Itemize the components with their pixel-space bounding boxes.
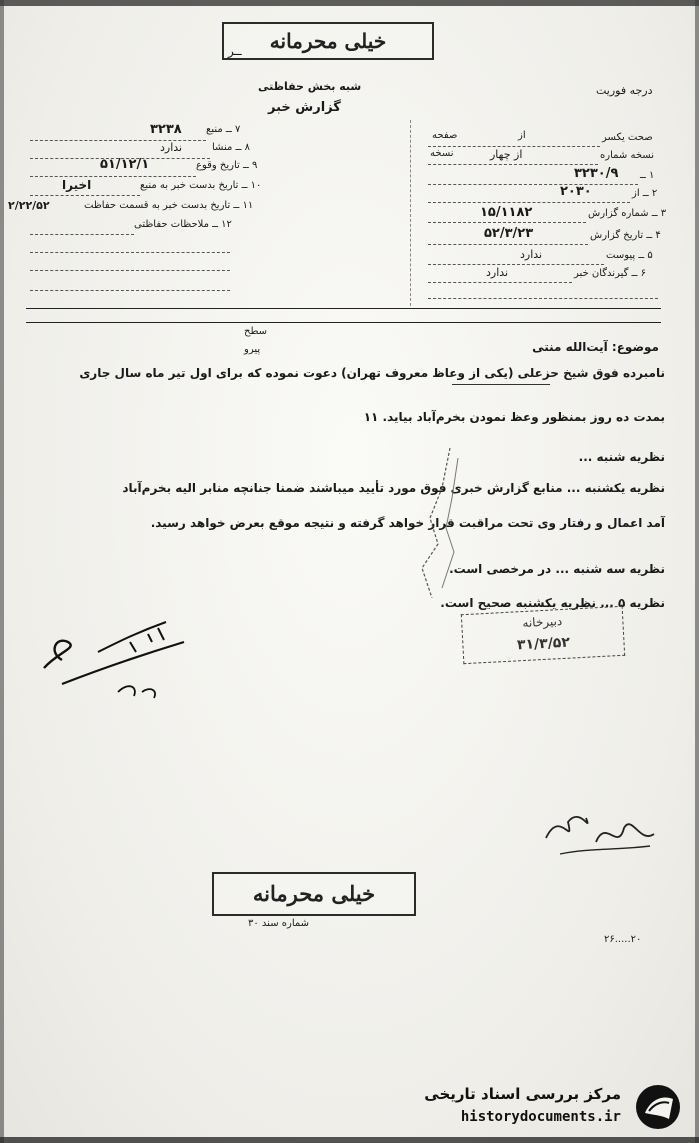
field-label: ۴ ــ تاریخ گزارش: [590, 230, 661, 241]
field-label: صحت یکسر: [602, 132, 653, 143]
field-label: ۱۱ ــ تاریخ بدست خبر به قسمت حفاظت: [84, 200, 254, 211]
top-right-mark: ــر: [228, 44, 242, 58]
blank-line: [30, 290, 230, 291]
registry-stamp-line: دبیرخانه: [522, 613, 563, 631]
scan-edge-top: [0, 0, 699, 6]
scan-edge-bottom: [0, 1137, 699, 1143]
field-line: [428, 244, 588, 245]
side-label-ref: پیرو: [244, 344, 261, 355]
field-value: ندارد: [486, 266, 509, 279]
field-value: ۳۲۳۰/۹: [574, 166, 619, 181]
field-label: ۶ ــ گیرندگان خبر: [574, 268, 646, 279]
field-label: ۹ ــ تاریخ وقوع: [196, 160, 258, 171]
body-line: آمد اعمال و رفتار وی تحت مراقبت قرار خواهد گرفته و نتیجه موقع بعرض خواهد رسید.: [150, 516, 665, 530]
watermark-name: مرکز بررسی اسناد تاریخی: [424, 1085, 621, 1103]
field-line: [428, 146, 600, 147]
body-line: نامبرده فوق شیخ حزعلی (یکی از وعاظ معروف تهران) دعوت نموده که برای اول تیر ماه سال جاری: [79, 366, 665, 380]
classification-stamp-top: خیلی محرمانه: [222, 22, 434, 60]
field-value-2: نسخه: [430, 148, 454, 159]
field-line: [428, 164, 598, 165]
body-line: بمدت ده روز بمنظور وعظ نمودن بخرم‌آباد بیاید. ۱۱: [363, 410, 665, 424]
field-label: ۱۲ ــ ملاحظات حفاظتی: [134, 219, 232, 230]
paper-fold-mark: [402, 448, 474, 598]
handwritten-note-text: [70, 620, 117, 634]
field-label: ۵ ــ پیوست: [606, 250, 653, 261]
document-title: گزارش خبر: [268, 100, 341, 115]
field-label: ۱ ــ: [640, 170, 655, 181]
section-rule: [26, 322, 661, 323]
footer-ref-number: ۲۶.....۲۰: [604, 934, 642, 945]
field-value: ندارد: [160, 141, 183, 154]
field-line: [30, 176, 196, 177]
field-value: ۲/۲۲/۵۲: [8, 199, 50, 212]
field-value: از چهار: [490, 148, 523, 161]
field-value: ۵۲/۳/۲۳: [484, 226, 534, 241]
field-line: [428, 222, 586, 223]
field-value: ۳۲۳۸: [150, 122, 182, 137]
field-label: ۲ ــ از: [632, 188, 658, 199]
field-value-2: صفحه: [432, 130, 458, 141]
field-label: ۷ ــ منبع: [206, 124, 241, 135]
field-line: [428, 282, 572, 283]
classification-stamp-bottom: خیلی محرمانه: [212, 872, 416, 916]
section-rule: [26, 308, 661, 309]
field-value: از: [518, 130, 526, 141]
column-divider: [410, 120, 411, 306]
handwritten-note-text-2: [110, 686, 144, 700]
field-label: نسخه شماره: [600, 150, 654, 161]
watermark-logo: [411, 1079, 689, 1135]
field-line: [428, 264, 604, 265]
body-line: نظریه یکشنبه ... منابع گزارش خبری فوق مورد تأیید میباشند ضمنا جنانچه منابر الیه بخرم‌آباد: [122, 481, 665, 495]
field-line: [30, 234, 134, 235]
blank-line: [428, 298, 658, 299]
underline-mark: [452, 384, 550, 385]
org-label: شبه بخش حفاظتی: [258, 80, 362, 93]
field-line: [30, 195, 140, 196]
field-label: ۱۰ ــ تاریخ بدست خبر به منبع: [140, 180, 262, 191]
field-label: ۳ ــ شماره گزارش: [588, 208, 667, 219]
field-value: ۲۰۳۰: [560, 184, 592, 199]
field-line: [428, 202, 630, 203]
field-value: ۱۵/۱۱۸۲: [480, 205, 533, 220]
body-line: نظریه سه شنبه ... در مرخصی است.: [449, 562, 665, 576]
body-line: نظریه شنبه ...: [578, 450, 665, 464]
watermark-url: historydocuments.ir: [460, 1109, 621, 1125]
field-value: اخیرا: [62, 178, 92, 192]
scan-edge-left: [0, 0, 4, 1143]
registry-stamp: [461, 606, 625, 664]
book-logo-icon: [633, 1083, 683, 1131]
body-line: نظریه ۵ ... نظریه یکشنبه صحیح است.: [440, 596, 665, 610]
field-label: ۸ ــ منشا: [212, 142, 250, 153]
footer-small-text: شماره سند ۳۰: [248, 918, 310, 929]
scan-edge-right: [695, 0, 699, 1143]
registry-stamp-date: ۳۱/۳/۵۲: [516, 634, 571, 654]
side-label-level: سطح: [244, 326, 268, 337]
blank-line: [30, 270, 230, 271]
field-line: [428, 184, 638, 185]
field-value: ۵۱/۱۲/۱: [100, 157, 150, 172]
urgency-label: درجه فوریت: [596, 84, 653, 97]
handwritten-date-text: [560, 820, 600, 834]
blank-line: [30, 252, 230, 253]
subject-line: موضوع: آیت‌الله منتی: [532, 340, 659, 354]
field-value: ندارد: [520, 248, 543, 261]
